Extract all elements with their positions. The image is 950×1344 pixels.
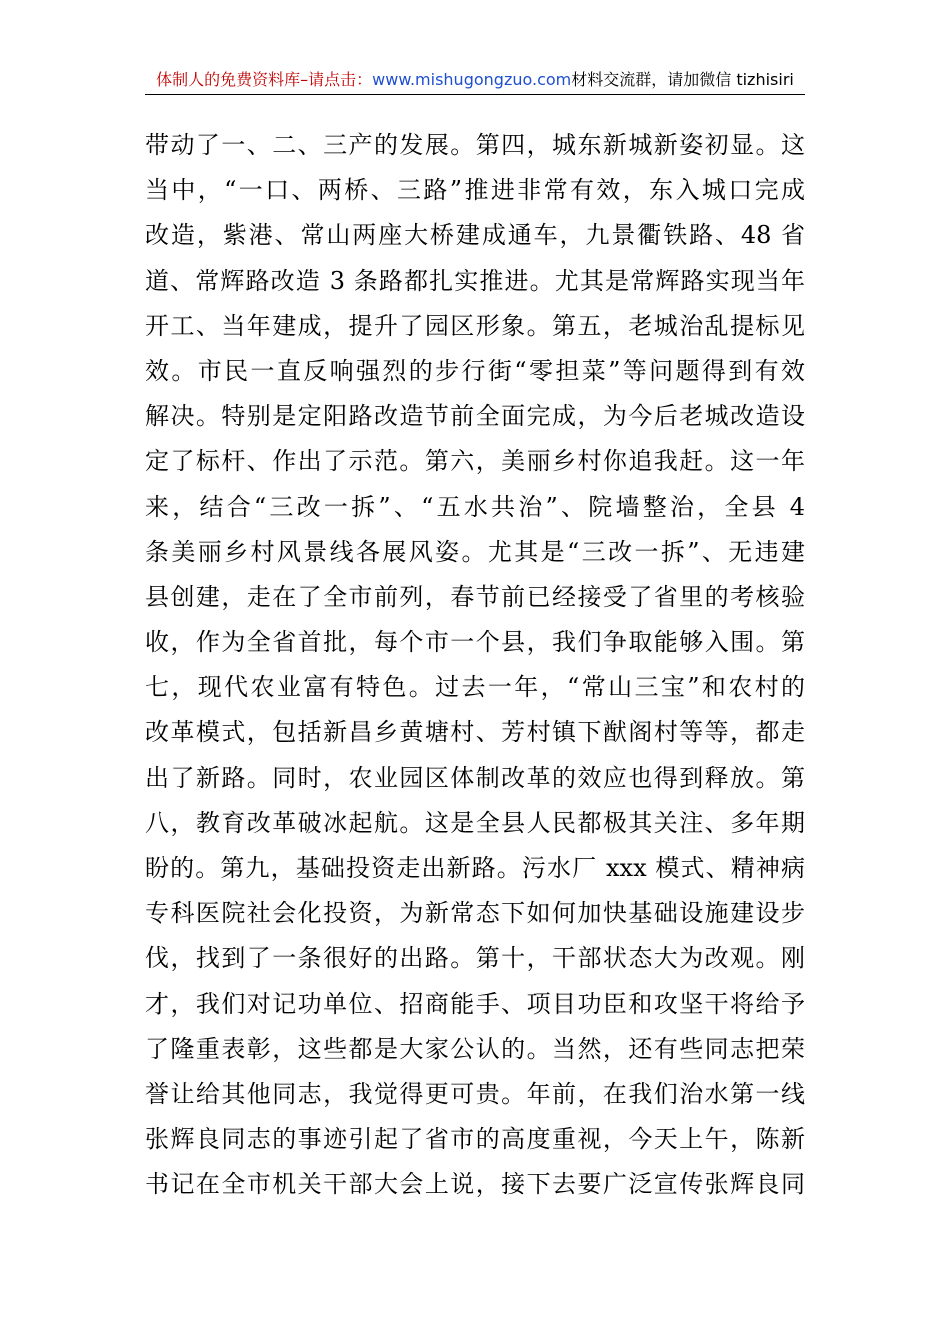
body-line: 开工、当年建成，提升了园区形象。第五，老城治乱提标见 [145,311,805,340]
body-line: 解决。特别是定阳路改造节前全面完成，为今后老城改造设 [145,402,805,431]
body-line: 效。市民一直反响强烈的步行街“零担菜”等问题得到有效 [145,356,805,385]
body-line: 带动了一、二、三产的发展。第四，城东新城新姿初显。这 [145,131,805,159]
body-line: 书记在全市机关干部大会上说，接下去要广泛宣传张辉良同 [145,1170,805,1199]
body-line: 誉让给其他同志，我觉得更可贵。年前，在我们治水第一线 [145,1079,805,1108]
body-line: 八，教育改革破冰起航。这是全县人民都极其关注、多年期 [145,808,805,837]
header-note: 材料交流群，请加微信 tizhisiri [571,70,794,89]
body-line: 才，我们对记功单位、招商能手、项目功臣和攻坚干将给予 [145,989,805,1018]
body-line: 当中，“一口、两桥、三路”推进非常有效，东入城口完成 [145,176,805,205]
body-line: 七，现代农业富有特色。过去一年，“常山三宝”和农村的 [145,673,805,702]
body-line: 盼的。第九，基础投资走出新路。污水厂 xxx 模式、精神病 [145,854,805,882]
body-line: 伐，找到了一条很好的出路。第十，干部状态大为改观。刚 [145,944,805,973]
body-line: 收，作为全省首批，每个市一个县，我们争取能够入围。第 [145,628,805,657]
body-line: 来，结合“三改一拆”、“五水共治”、院墙整治，全县 4 [145,492,805,521]
header-link[interactable]: www.mishugongzuo.com [372,70,572,89]
body-line: 张辉良同志的事迹引起了省市的高度重视，今天上午，陈新 [145,1125,805,1154]
header-brand: 体制人的免费资料库 [156,70,301,89]
body-line: 出了新路。同时，农业园区体制改革的效应也得到释放。第 [145,763,805,792]
body-line: 条美丽乡村风景线各展风姿。尤其是“三改一拆”、无违建 [145,537,805,566]
body-line: 改革模式，包括新昌乡黄塘村、芳村镇下猷阁村等等，都走 [145,718,805,747]
body-line: 了隆重表彰，这些都是大家公认的。当然，还有些同志把荣 [145,1034,805,1063]
body-line: 专科医院社会化投资，为新常态下如何加快基础设施建设步 [145,899,805,928]
body-line: 道、常辉路改造 3 条路都扎实推进。尤其是常辉路实现当年 [145,266,805,295]
body-line: 改造，紫港、常山两座大桥建成通车，九景衢铁路、48 省 [145,221,805,250]
header-prompt: –请点击： [300,70,373,89]
body-line: 定了标杆、作出了示范。第六，美丽乡村你追我赶。这一年 [145,447,805,476]
page-header [145,66,805,95]
body-line: 县创建，走在了全市前列，春节前已经接受了省里的考核验 [145,582,805,611]
body-text [145,123,805,1208]
